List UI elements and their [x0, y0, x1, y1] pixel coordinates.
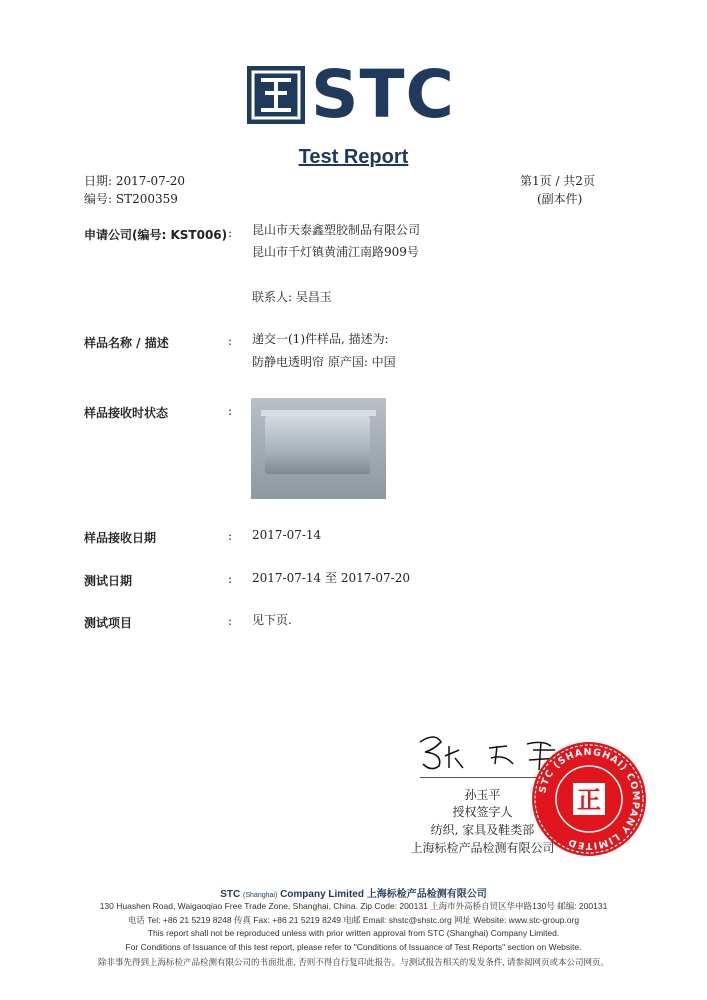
footer-conditions-notice: For Conditions of Issuance of this test report, please refer to "Conditions of Issuance of Test Reports" section on Website.: [125, 942, 582, 952]
signatory-name: 孙玉平: [464, 788, 501, 802]
contact-person: 联系人: 吴昌玉: [252, 290, 332, 304]
applicant-address: 昆山市千灯镇黄浦江南路909号: [252, 245, 419, 259]
sample-photo: [251, 398, 386, 499]
stc-logo-wordmark: STC: [311, 56, 455, 133]
sample-label: 样品名称 / 描述: [84, 336, 169, 350]
photo-sheet: [265, 416, 370, 474]
svg-text:STC (SHANGHAI) COMPANY LIMITED: STC (SHANGHAI) COMPANY LIMITED: [537, 746, 642, 852]
test-item-value: 见下页.: [252, 613, 292, 627]
received-label: 样品接收日期: [84, 531, 157, 545]
report-number: 编号: ST200359: [84, 192, 178, 206]
signatory-company: 上海标检产品检测有限公司: [410, 841, 555, 855]
signatory-title: 授权签字人: [452, 805, 513, 819]
sample-description-line1: 递交一(1)件样品, 描述为:: [252, 332, 389, 346]
applicant-label: 申请公司(编号: KST006): [84, 228, 228, 242]
footer-address: 130 Huashen Road, Waigaoqiao Free Trade Zone, Shanghai, China. Zip Code: 200131 上海市外高桥自贸区华申路130号 邮编: 200131: [99, 901, 608, 911]
signatory-department: 纺织, 家具及鞋类部: [430, 823, 535, 837]
test-date-value: 2017-07-14 至 2017-07-20: [252, 571, 411, 585]
footer-contact: 电话 Tel: +86 21 5219 8248 传真 Fax: +86 21 5219 8249 电邮 Email: shstc@shstc.org 网址 Website: www.stc-group.org: [127, 915, 580, 925]
colon: :: [228, 334, 233, 348]
test-date-label: 测试日期: [84, 574, 133, 588]
footer-reproduction-notice: This report shall not be reproduced unless with prior written approval from STC (Shanghai) Company Limited.: [147, 928, 560, 938]
colon: :: [228, 572, 233, 586]
stc-logo: [247, 56, 465, 133]
copy-indicator: (副本件): [537, 192, 583, 206]
report-date: 日期: 2017-07-20: [84, 174, 186, 188]
test-item-label: 测试项目: [84, 616, 133, 630]
footer-company: STC (Shanghai) Company Limited 上海标检产品检测有限公司: [220, 889, 487, 900]
received-date: 2017-07-14: [252, 528, 322, 542]
stc-logo-mark-icon: [247, 66, 305, 124]
colon: :: [228, 226, 233, 240]
svg-text:正: 正: [577, 786, 601, 814]
company-seal-stamp: [530, 740, 648, 858]
colon: :: [228, 529, 233, 543]
applicant-name: 昆山市天泰鑫塑胶制品有限公司: [252, 223, 421, 237]
page-indicator: 第1页 / 共2页: [520, 174, 595, 188]
colon: :: [228, 404, 233, 418]
colon: :: [228, 614, 233, 628]
footer-chinese-notice: 除非事先得到上海标检产品检测有限公司的书面批准, 否则不得自行复印此报告。与测试报告相关的发发条件, 请参阅网页或本公司网页。: [98, 957, 609, 967]
condition-label: 样品接收时状态: [84, 406, 169, 420]
sample-description-line2: 防静电透明帘 原产国: 中国: [252, 355, 396, 369]
report-title: Test Report: [298, 146, 409, 168]
